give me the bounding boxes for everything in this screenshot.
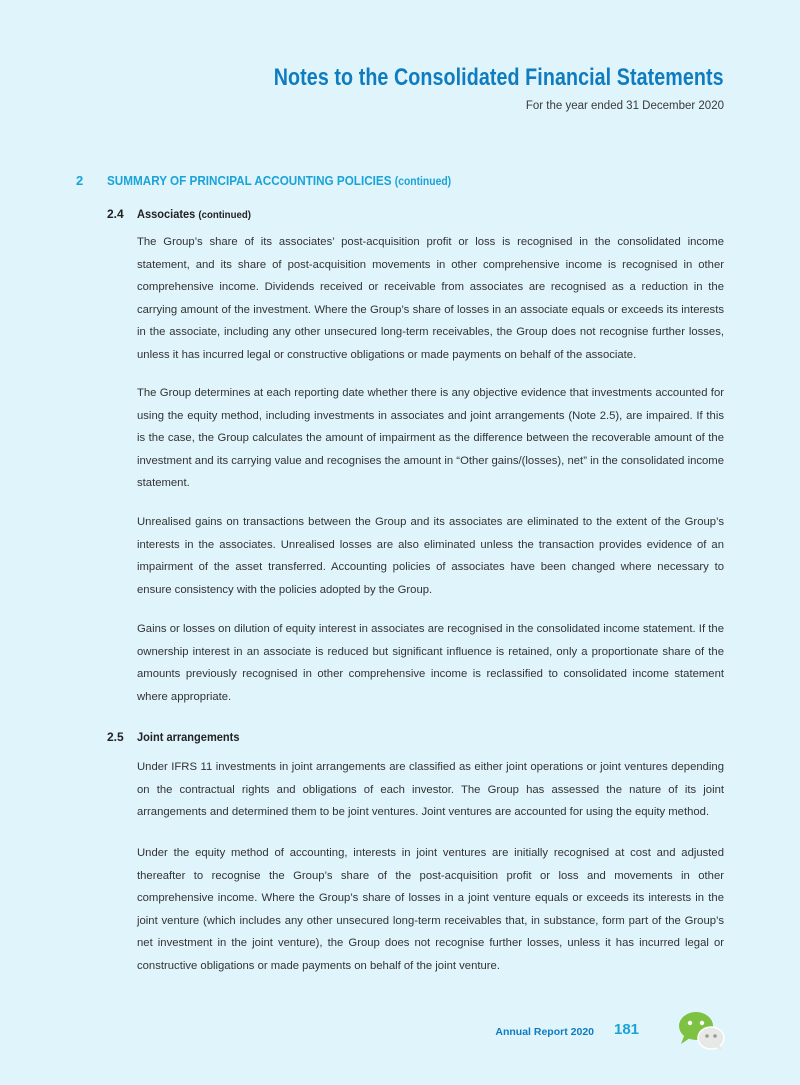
paragraph-associates-1: The Group’s share of its associates’ post-acquisition profit or loss is recognised in the consolidated income statement, and its share of post-acquisition movements in other comprehensive income is recognised in other comprehensive income. Dividends received or receivable from associates are recognised as a reduction in the carrying amount of the investment. Where the Group’s share of losses in an associate equals or exceeds its interests in the associate, including any other unsecured long-term receivables, the Group does not recognise further losses, unless it has incurred legal or constructive obligations or made payments on behalf of the associate. [137, 236, 724, 361]
page-number: 181 [614, 1021, 640, 1038]
paragraph-joint-1: Under IFRS 11 investments in joint arrangements are classified as either joint operations or joint ventures depending on the contractual rights and obligations of each investor. The Group has assessed the nature of its joint arrangements and determined them to be joint ventures. Joint ventures are accounted for using the equity method. [137, 761, 724, 818]
footer-report-label: Annual Report 2020 [495, 1026, 594, 1038]
paragraph-associates-4: Gains or losses on dilution of equity interest in associates are recognised in the consolidated income statement. If the ownership interest in an associate is reduced but significant influence is retained, only a proportionate share of the amounts previously recognised in other comprehensive income is reclassified to consolidated income statement where appropriate. [137, 623, 724, 703]
subsection-title-2-4-text: Associates [137, 207, 196, 221]
paragraph-associates-3: Unrealised gains on transactions between the Group and its associates are eliminated to the extent of the Group’s interests in the associates. Unrealised losses are also eliminated unless the transaction provides evidence of an impairment of the asset transferred. Accounting policies of associates have been changed where necessary to ensure consistency with the policies adopted by the Group. [137, 516, 724, 596]
paragraph-joint-2: Under the equity method of accounting, interests in joint ventures are initially recognised at cost and adjusted thereafter to recognise the Group’s share of the post-acquisition profit or loss and movements in other comprehensive income. Where the Group’s share of losses in a joint venture equals or exceeds its interests in the joint venture (which includes any other unsecured long-term receivables that, in substance, form part of the Group’s net investment in the joint venture), the Group does not recognise further losses, unless it has incurred legal or constructive obligations or made payments on behalf of the joint venture. [137, 847, 724, 972]
section-number: 2 [76, 173, 84, 188]
subsection-number-2-5: 2.5 [107, 730, 124, 744]
page-subtitle: For the year ended 31 December 2020 [525, 100, 724, 112]
wechat-logo-icon [676, 1010, 728, 1052]
subsection-continued: (continued) [198, 209, 251, 221]
paragraph-associates-2: The Group determines at each reporting date whether there is any objective evidence that investments accounted for using the equity method, including investments in associates and joint arrangements (Note 2.5), are impaired. If this is the case, the Group calculates the amount of impairment as the difference between the recoverable amount of the investment and its carrying value and recognises the amount in “Other gains/(losses), net” in the consolidated income statement. [137, 387, 724, 489]
subsection-number-2-4: 2.4 [107, 207, 124, 221]
section-continued: (continued) [394, 176, 452, 188]
subsection-title-2-4 [137, 207, 251, 221]
page-title: Notes to the Consolidated Financial Statements [274, 64, 724, 91]
subsection-title-2-5: Joint arrangements [137, 730, 240, 744]
section-title [107, 173, 451, 188]
section-title-text: SUMMARY OF PRINCIPAL ACCOUNTING POLICIES [107, 173, 392, 188]
